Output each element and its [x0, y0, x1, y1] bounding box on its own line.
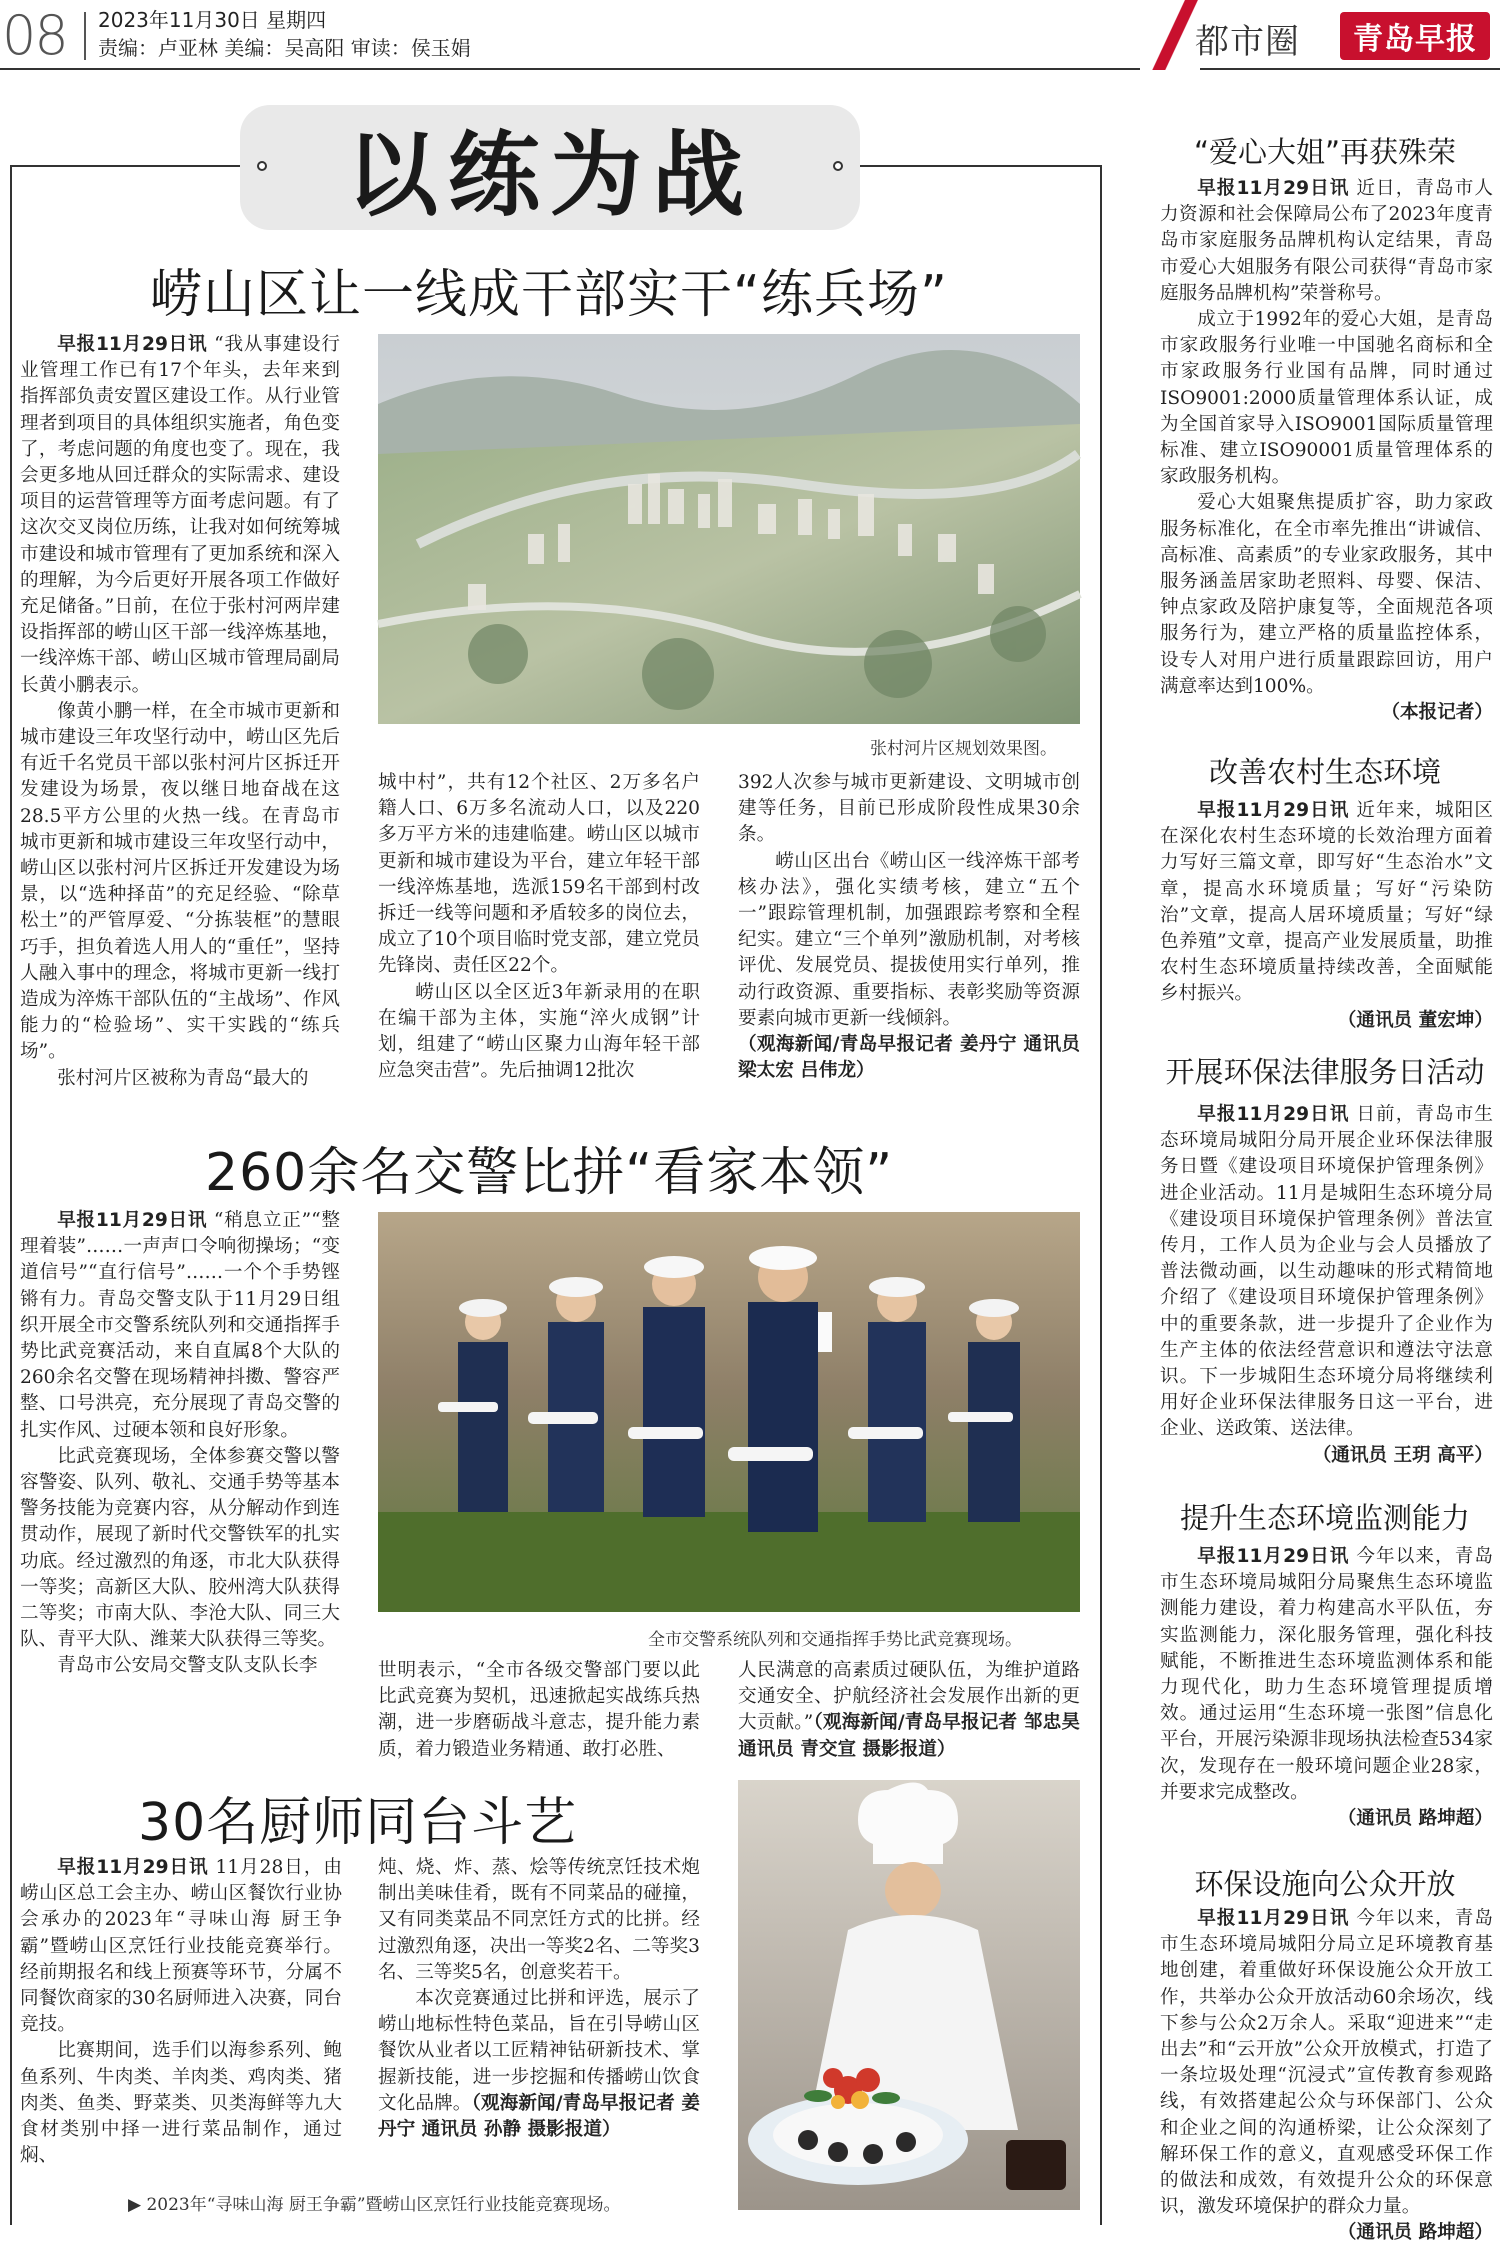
chef-competition-photo-illustration: [738, 1780, 1080, 2210]
sidebar-title-2: 改善农村生态环境: [1208, 755, 1441, 789]
sidebar-story-2: [1160, 798, 1493, 1031]
issue-date: 2023年11月30日 星期四: [98, 8, 327, 32]
story1-col2-para2: 崂山区以全区近3年新录用的在职在编干部为主体，实施“淬火成钢”计划，组建了“崂山区聚力山海年轻干部应急突击营”。先后抽调12批次: [378, 981, 700, 1082]
sidebar-title-1: “爱心大姐”再获殊荣: [1193, 135, 1457, 169]
story1-headline: 崂山区让一线成干部实干“练兵场”: [150, 265, 948, 325]
story1-lead: 早报11月29日讯: [57, 334, 208, 355]
story3-headline: 30名厨师同台斗艺: [138, 1793, 578, 1853]
story3-caption: 2023年“寻味山海 厨王争霸”暨崂山区烹饪行业技能竞赛现场。: [146, 2195, 621, 2215]
story1-para2: 像黄小鹏一样，在全市城市更新和城市建设三年攻坚行动中，崂山区先后有近千名党员干部以张村河片区拆迁开发建设为场景，夜以继日地奋战在这28.5平方公里的火热一线。在青岛市城市更新和城市建设三年攻坚行动中，崂山区以张村河片区拆迁开发建设为场景，以“选种择苗”的充足经验、“除草松土”的严管厚爱、“分拣装框”的慧眼巧手，担负着选人用人的“重任”，坚持人融入事中的理念，将城市更新一线打造成为淬炼干部队伍的“主战场”、作风能力的“检验场”、实干实践的“练兵场”。: [20, 700, 340, 1063]
story1-col2-para1: 城中村”，共有12个社区、2万多名户籍人口、6万多名流动人口，以及220多万平方米的违建临建。崂山区以城市更新和城市建设为平台，建立年轻干部一线淬炼基地，选派159名干部到村改拆迁一线等问题和矛盾较多的岗位去，成立了10个项目临时党支部，建立党员先锋岗、责任区22个。: [378, 772, 700, 977]
story3-para2: 比赛期间，选手们以海参系列、鲍鱼系列、牛肉类、羊肉类、鸡肉类、猪肉类、鱼类、野菜类、贝类海鲜等九大食材类别中择一进行菜品制作，通过焖、: [20, 2040, 342, 2167]
sidebar-4-credit: （通讯员 路坤超）: [1337, 1808, 1493, 1830]
header-accent-stripe: [1140, 0, 1200, 70]
sidebar-2-credit: （通讯员 董宏坤）: [1337, 1009, 1493, 1031]
story2-para1: “稍息立正”“整理着装”……一声声口令响彻操场；“变道信号”“直行信号”……一个个手势铿锵有力。青岛交警支队于11月29日组织开展全市交警系统队列和交通指挥手势比武竞赛活动，来自直属8个大队的260余名交警在现场精神抖擞、警容严整、口号洪亮，充分展现了青岛交警的扎实作风、过硬本领和良好形象。: [20, 1210, 340, 1441]
story1-col3-para1: 392人次参与城市更新建设、文明城市创建等任务，目前已形成阶段性成果30余条。: [738, 772, 1080, 846]
section-name: 都市圈: [1195, 22, 1300, 62]
sidebar-3-credit: （通讯员 王玥 高平）: [1312, 1444, 1493, 1466]
sidebar-lead-3: 早报11月29日讯: [1197, 1104, 1350, 1125]
story3-col2: [378, 1855, 700, 2141]
page-header: [0, 0, 1500, 70]
story2-col2: [378, 1658, 700, 1768]
story2-credit: （观海新闻/青岛早报记者 邹忠昊 通讯员 青交宣 摄影报道）: [738, 1712, 1080, 1760]
sidebar-story-4: [1160, 1544, 1493, 1830]
story1-para1: “我从事建设行业管理工作已有17个年头，去年来到指挥部负责安置区建设工作。从行业管理者到项目的具体组织实施者，角色变了，考虑问题的角度也变了。现在，我会更多地从回迁群众的实际需求、建设项目的运营管理等方面考虑问题。有了这次交叉岗位历练，让我对如何统筹城市建设和城市管理有了更加系统和深入的理解，为今后更好开展各项工作做好充足储备。”日前，在位于张村河两岸建设指挥部的崂山区干部一线淬炼基地，一线淬炼干部、崂山区城市管理局副局长黄小鹏表示。: [20, 334, 340, 696]
sidebar-title-5: 环保设施向公众开放: [1194, 1867, 1456, 1901]
sidebar-1-para3: 爱心大姐聚焦提质扩容，助力家政服务标准化，在全市率先推出“讲诚信、高标准、高素质”的专业家政服务，其中服务涵盖居家助老照料、母婴、保洁、钟点家政及陪护康复等，全面规范各项服务行为，建立严格的质量监控体系，设专人对用户进行质量跟踪回访，用户满意率达到100%。: [1160, 492, 1493, 697]
sidebar-5-credit: （通讯员 路坤超）: [1337, 2222, 1493, 2244]
sidebar-1-credit: （本报记者）: [1381, 702, 1493, 724]
story1-para3: 张村河片区被称为青岛“最大的: [57, 1067, 309, 1089]
banner-text: 以练为战: [345, 121, 754, 229]
story1-image: [378, 334, 1080, 724]
banner-dot-right: [833, 161, 843, 171]
sidebar-lead-1: 早报11月29日讯: [1197, 178, 1350, 199]
story3-para1: 11月28日，由崂山区总工会主办、崂山区餐饮行业协会承办的2023年“寻味山海 厨王争霸”暨崂山区烹饪行业技能竞赛举行。经前期报名和线上预赛等环节，分属不同餐饮商家的30名厨师进入决赛，同台竞技。: [20, 1857, 342, 2036]
story2-col2-para1: 世明表示，“全市各级交警部门要以此比武竞赛为契机，迅速掀起实战练兵热潮，进一步磨砺战斗意志，提升能力素质，着力锻造业务精通、敢打必胜、: [378, 1660, 700, 1760]
caption-arrow-icon: ▶: [128, 2195, 142, 2215]
sidebar-1-para2: 成立于1992年的爱心大姐，是青岛市家政服务行业唯一中国驰名商标和全市家政服务行业国有品牌，同时通过ISO9001:2000质量管理体系认证，成为全国首家导入ISO9001国际质量管理标准、建立ISO90001质量管理体系的家政服务机构。: [1160, 309, 1493, 488]
story3-caption-row: [128, 2190, 621, 2215]
story2-para2: 比武竞赛现场，全体参赛交警以警容警姿、队列、敬礼、交通手势等基本警务技能为竞赛内容，从分解动作到连贯动作，展现了新时代交警铁军的扎实功底。经过激烈的角逐，市北大队获得一等奖；高新区大队、胶州湾大队获得二等奖；市南大队、李沧大队、同三大队、青平大队、潍莱大队获得三等奖。: [20, 1445, 340, 1651]
story3-lead: 早报11月29日讯: [57, 1857, 209, 1878]
editors-line: 责编：卢亚林 美编：吴高阳 审读：侯玉娟: [98, 36, 471, 60]
story2-image: [378, 1212, 1080, 1612]
newspaper-logo: 青岛早报: [1340, 12, 1490, 60]
story3-col2-para2: 本次竞赛通过比拼和评选，展示了崂山地标性特色菜品，旨在引导崂山区餐饮从业者以工匠精神钻研新技术、掌握新技能，进一步挖掘和传播崂山饮食文化品牌。: [378, 1988, 700, 2114]
story1-col3-para2: 崂山区出台《崂山区一线淬炼干部考核办法》，强化实绩考核，建立“五个一”跟踪管理机制，加强跟踪考察和全程纪实。建立“三个单列”激励机制，对考核评优、发展党员、提拔使用实行单列，推动行政资源、重要指标、表彰奖励等资源要素向城市更新一线倾斜。: [738, 850, 1080, 1029]
sidebar-lead-4: 早报11月29日讯: [1197, 1546, 1350, 1567]
story2-col3-para1: 人民满意的高素质过硬队伍，为维护道路交通安全、护航经济社会发展作出新的更大贡献。”: [738, 1660, 1080, 1734]
sidebar-2-para1: 近年来，城阳区在深化农村生态环境的长效治理方面着力写好三篇文章，即写好“生态治水”文章，提高水环境质量；写好“污染防治”文章，提高人居环境质量；写好“绿色养殖”文章，提高产业发展质量，助推农村生态环境质量持续改善，全面赋能乡村振兴。: [1160, 800, 1493, 1005]
story2-headline: 260余名交警比拼“看家本领”: [205, 1143, 894, 1203]
header-divider: [84, 12, 86, 60]
story1-caption: 张村河片区规划效果图。: [870, 739, 1057, 759]
sidebar-1-para1: 近日，青岛市人力资源和社会保障局公布了2023年度青岛市家庭服务品牌机构认定结果，青岛市爱心大姐服务有限公司获得“青岛市家庭服务品牌机构”荣誉称号。: [1160, 178, 1493, 304]
story1-credit: （观海新闻/青岛早报记者 姜丹宁 通讯员 梁太宏 吕伟龙）: [738, 1034, 1080, 1082]
sidebar-lead-2: 早报11月29日讯: [1197, 800, 1350, 821]
sidebar-title-4: 提升生态环境监测能力: [1179, 1501, 1470, 1535]
story2-col1: [20, 1208, 340, 1733]
sidebar-lead-5: 早报11月29日讯: [1197, 1908, 1350, 1929]
banner-dot-left: [257, 161, 267, 171]
sidebar-5-para1: 今年以来，青岛市生态环境局城阳分局立足环境教育基地创建，着重做好环保设施公众开放工作，共举办公众开放活动60余场次，线下参与公众2万余人。采取“迎进来”“走出去”和“云开放”公众开放模式，打造了一条垃圾处理“沉浸式”宣传教育参观路线，有效搭建起公众与环保部门、公众和企业之间的沟通桥梁，让公众深刻了解环保工作的意义，直观感受环保工作的做法和成效，有效提升公众的环保意识，激发环境保护的群众力量。: [1160, 1908, 1493, 2218]
page-number: 08: [2, 4, 67, 67]
story2-caption: 全市交警系统队列和交通指挥手势比武竞赛现场。: [648, 1630, 1022, 1650]
story1-col1: [20, 332, 340, 1089]
story3-col2-para1: 炖、烧、炸、蒸、烩等传统烹饪技术炮制出美味佳肴，既有不同菜品的碰撞，又有同类菜品不同烹饪方式的比拼。经过激烈角逐，决出一等奖2名、二等奖3名、三等奖5名，创意奖若干。: [378, 1857, 700, 1983]
story2-lead: 早报11月29日讯: [57, 1210, 208, 1231]
story3-image: [738, 1780, 1080, 2210]
traffic-police-photo-illustration: [378, 1212, 1080, 1612]
topic-banner: [240, 105, 860, 230]
sidebar-story-3: [1160, 1102, 1493, 1466]
planning-render-illustration: [378, 334, 1080, 724]
story2-para3: 青岛市公安局交警支队支队长李: [57, 1655, 318, 1677]
story2-col3: [738, 1658, 1080, 1768]
story1-col3: [738, 770, 1080, 1090]
sidebar-4-para1: 今年以来，青岛市生态环境局城阳分局聚焦生态环境监测能力建设，着力构建高水平队伍，夯实监测能力，深化服务管理，强化科技赋能，不断推进生态环境监测体系和能力现代化，助力生态环境管理提质增效。通过运用“生态环境一张图”信息化平台，开展污染源非现场执法检查534家次，发现存在一般环境问题企业28家，并要求完成整改。: [1160, 1546, 1493, 1803]
sidebar-story-1: [1160, 176, 1493, 724]
header-meta: [98, 6, 471, 62]
sidebar-story-5: [1160, 1906, 1493, 2244]
story3-col1: [20, 1855, 342, 2167]
story3-credit: （观海新闻/青岛早报记者 姜丹宁 通讯员 孙静 摄影报道）: [378, 2092, 700, 2141]
story1-col2: [378, 770, 700, 1090]
sidebar-title-3: 开展环保法律服务日活动: [1165, 1055, 1485, 1089]
sidebar-3-para1: 日前，青岛市生态环境局城阳分局开展企业环保法律服务日暨《建设项目环境保护管理条例》进企业活动。11月是城阳生态环境分局《建设项目环境保护管理条例》普法宣传月，工作人员为企业与会人员播放了普法微动画，以生动趣味的形式精简地介绍了《建设项目环境保护管理条例》中的重要条款，进一步提升了企业作为生产主体的依法经营意识和遵法守法意识。下一步城阳生态环境分局将继续利用好企业环保法律服务日这一平台，进企业、送政策、送法律。: [1160, 1104, 1493, 1440]
